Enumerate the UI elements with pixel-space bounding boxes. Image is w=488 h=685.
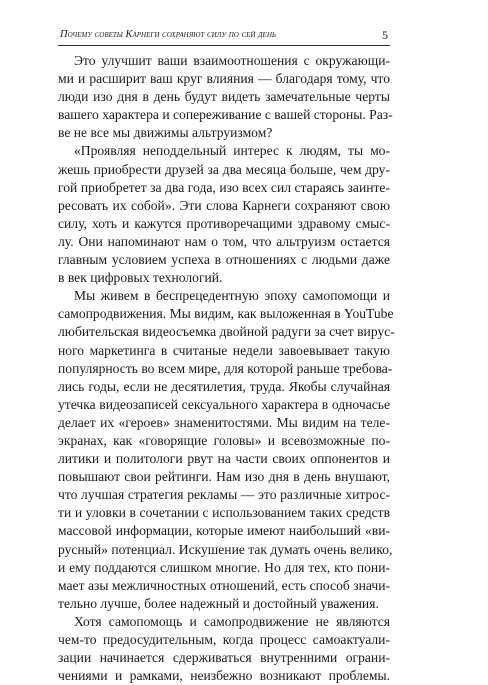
running-title: Почему советы Карнеги сохраняют силу по сей день [60, 29, 277, 40]
page-body [58, 52, 395, 685]
page-number: 5 [382, 28, 388, 42]
text-line: экранах, как «говорящие головы» и всевозможные по- [58, 432, 390, 448]
text-line: и ему поддаются слишком многие. Но для тех, кто пони- [58, 559, 390, 575]
text-line: русный» потенциал. Искушение так думать очень велико, [58, 541, 393, 557]
text-line: Хотя самопомощь и самопродвижение не являются [74, 613, 390, 629]
text-line: ти и уловки в сочетании с использованием таких средств [58, 505, 390, 521]
text-line: силу, хоть и кажутся противоречащими здравому смыс- [58, 215, 390, 231]
text-line: повышают свои рейтинги. Нам изо дня в день внушают, [58, 469, 390, 485]
text-line: гой приобретет за два года, изо всех сил стараясь заинте- [58, 179, 390, 195]
text-line: Мы живем в беспрецедентную эпоху самопомощи и [74, 288, 390, 304]
paragraph [58, 52, 393, 142]
text-line: главным условием успеха в отношениях с людьми даже [58, 252, 390, 268]
text-line: лу. Они напоминают нам о том, что альтруизм остается [58, 233, 390, 249]
text-line: мает азы межличностных отношений, есть способ значи- [58, 577, 390, 593]
text-line: ресовать их собой». Эти слова Карнеги сохраняют свою [58, 197, 390, 213]
paragraph [58, 613, 390, 685]
running-header [58, 28, 390, 46]
text-line: тельно лучше, более надежный и достойный уважения. [58, 595, 379, 611]
text-line: люди изо дня в день будут видеть замечательные черты [58, 89, 390, 105]
text-line: утечка видеозаписей сексуального характера в одночасье [58, 396, 390, 412]
text-line: зации начинается сдерживаться внутренними ограни- [58, 650, 390, 666]
text-line: популярность во всем мире, для которой раньше требова- [58, 360, 393, 376]
paragraph [58, 142, 390, 287]
text-line: что лучшая стратегия рекламы — это различные хитрос- [58, 487, 390, 503]
text-line: ми и расширит ваш круг влияния — благодаря тому, что [58, 71, 390, 87]
text-line: чем-то предосудительным, когда процесс самоактуали- [58, 632, 390, 647]
text-line: массовой информации, которые имеют наибольший «ви- [58, 523, 390, 539]
text-line: ного маркетинга в считаные недели завоевывает такую [58, 342, 390, 358]
text-line: вашего характера и сопереживание с вашей стороны. Раз- [58, 107, 393, 123]
text-line: любительская видеосъемка двойной радуги за счет вирус- [58, 324, 395, 340]
text-line: делает их «героев» знаменитостями. Мы видим на теле- [58, 414, 390, 430]
text-line: ве не все мы движимы альтруизмом? [58, 125, 273, 141]
text-line: лись годы, если не десятилетия, труда. Якобы случайная [58, 378, 390, 394]
text-line: Это улучшит ваши взаимоотношения с окружающи- [74, 53, 390, 68]
text-line: чениями и рамками, неизбежно возникают проблемы. [58, 668, 390, 684]
text-line: самопродвижения. Мы видим, как выложенная в YouTube [58, 306, 394, 322]
text-line: в век цифровых технологий. [58, 270, 223, 286]
text-line: «Проявляя неподдельный интерес к людям, ты мо- [74, 143, 390, 159]
paragraph [58, 287, 395, 613]
text-line: литики и политологи рвут на части своих оппонентов и [58, 451, 390, 467]
text-line: жешь приобрести друзей за два месяца больше, чем дру- [58, 161, 390, 177]
